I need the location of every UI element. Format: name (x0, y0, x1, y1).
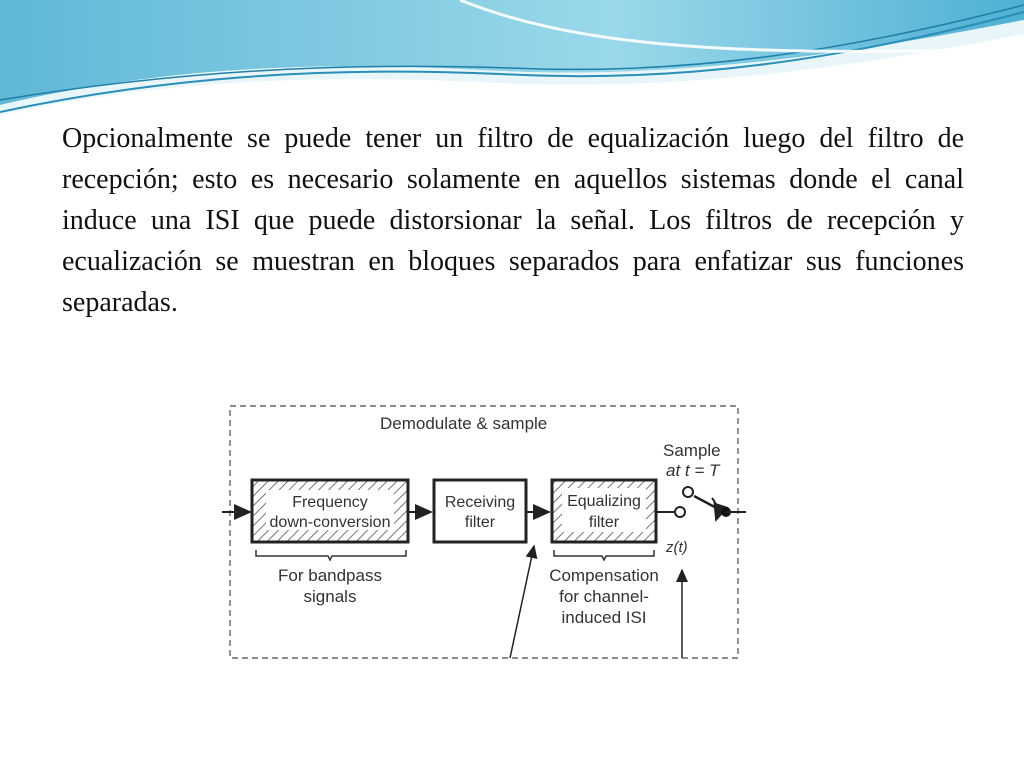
equalizing-block-line1: Equalizing (567, 493, 641, 510)
freq-block-line1: Frequency (292, 494, 368, 511)
demodulator-block-diagram (220, 400, 750, 665)
switch-contact-top (683, 487, 693, 497)
body-paragraph: Opcionalmente se puede tener un filtro de equalización luego del filtro de recepción; esto es necesario solamente en aquellos sistemas donde el canal induce una ISI que puede distorsionar la señal. Los filtros de recepción y ecualización se muestran en bloques separados para enfatizar sus funciones separadas. (62, 123, 964, 318)
group-title: Demodulate & sample (380, 414, 548, 433)
frequency-down-conversion-block (252, 480, 408, 542)
switch-rotation-arrow (712, 498, 717, 520)
compensation-brace (554, 550, 654, 560)
freq-block-line2: down-conversion (269, 514, 391, 531)
compensation-note-line3: induced ISI (561, 608, 647, 627)
bandpass-note-line1: For bandpass (278, 566, 382, 585)
equalizing-block-line2: filter (588, 514, 620, 531)
receiving-block-line2: filter (464, 514, 496, 531)
switch-contact-bottom (675, 507, 685, 517)
sample-label-line1: Sample (663, 441, 721, 460)
bandpass-note-line2: signals (303, 587, 357, 606)
bandpass-brace (256, 550, 406, 560)
equalizing-filter-block (552, 480, 656, 542)
output-label: z(t) (666, 539, 688, 556)
compensation-note-line2: for channel- (559, 587, 649, 606)
header-wave-decoration (0, 0, 1024, 130)
sample-label-line2: at t = T (666, 461, 720, 480)
receiving-block-line1: Receiving (444, 494, 516, 511)
compensation-note-line1: Compensation (549, 566, 659, 585)
receiving-filter-block (434, 480, 526, 542)
switch-lever (694, 496, 724, 512)
compensation-pointer-arrow (510, 546, 534, 658)
